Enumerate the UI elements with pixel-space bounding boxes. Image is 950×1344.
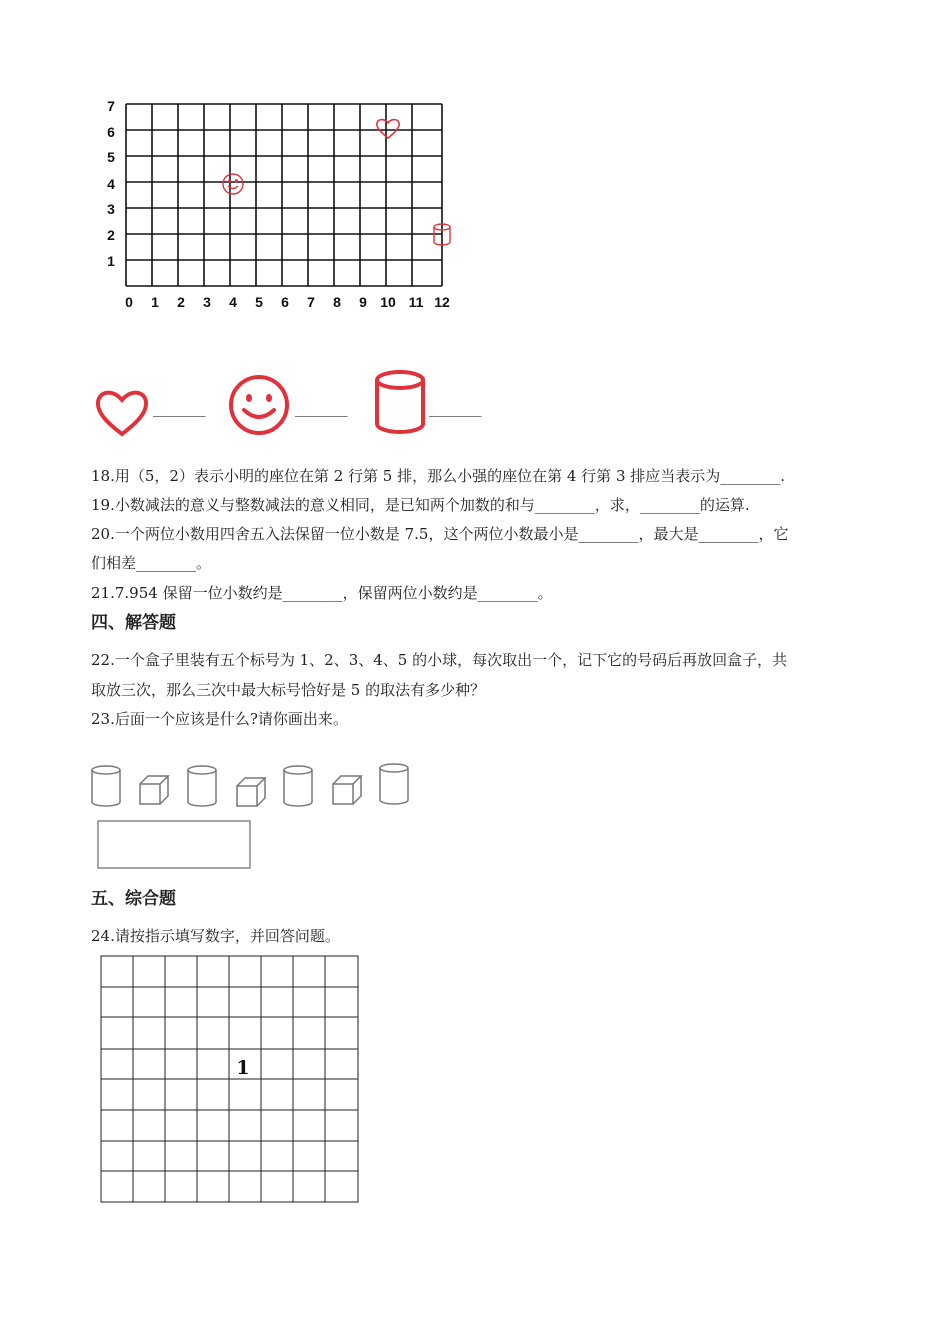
question-20-line-1: 20.一个两位小数用四舍五入法保留一位小数是 7.5，这个两位小数最小是________，最大是________，它 xyxy=(91,525,789,543)
pattern-cube-icon xyxy=(237,778,265,806)
question-20-line-2: 们相差________。 xyxy=(91,554,212,572)
x-label-12: 12 xyxy=(434,294,450,310)
question-18: 18.用（5，2）表示小明的座位在第 2 行第 5 排，那么小强的座位在第 4 行第 3 排应当表示为________. xyxy=(91,467,786,485)
x-label-2: 2 xyxy=(177,294,185,310)
answer-smiley-icon xyxy=(226,372,292,438)
x-label-3: 3 xyxy=(203,294,211,310)
question-24: 24.请按指示填写数字，并回答问题。 xyxy=(91,927,340,945)
answer-blank-1: _______ xyxy=(153,399,206,417)
question-22-line-2: 取放三次，那么三次中最大标号恰好是 5 的取法有多少种？ xyxy=(91,681,486,699)
answer-cylinder-icon xyxy=(372,368,428,436)
pattern-cylinder-icon xyxy=(92,766,120,806)
y-label-1: 1 xyxy=(107,253,115,269)
x-label-11: 11 xyxy=(408,294,424,310)
section-5-heading: 五、综合题 xyxy=(91,889,176,909)
smiley-icon xyxy=(223,174,243,194)
answer-blank-2: _______ xyxy=(295,399,348,417)
x-label-4: 4 xyxy=(229,294,237,310)
x-label-0: 0 xyxy=(125,294,133,310)
pattern-cylinder-icon xyxy=(380,764,408,804)
question-19: 19.小数减法的意义与整数减法的意义相同，是已知两个加数的和与________，求，________的运算. xyxy=(91,496,750,514)
question-23: 23.后面一个应该是什么?请你画出来。 xyxy=(91,710,348,728)
x-label-9: 9 xyxy=(359,294,367,310)
pattern-cube-icon xyxy=(333,776,361,804)
section-4-heading: 四、解答题 xyxy=(91,613,176,633)
x-label-10: 10 xyxy=(380,294,396,310)
y-label-5: 5 xyxy=(107,149,115,165)
y-label-7: 7 xyxy=(107,98,115,114)
heart-icon xyxy=(377,120,399,138)
x-label-8: 8 xyxy=(333,294,341,310)
grid-center-number: 1 xyxy=(236,1057,250,1079)
coordinate-grid-figure xyxy=(96,96,466,318)
x-label-5: 5 xyxy=(255,294,263,310)
answer-blank-3: _______ xyxy=(429,399,482,417)
y-label-2: 2 xyxy=(107,227,115,243)
drawing-answer-box[interactable] xyxy=(98,821,250,868)
shape-pattern-figure xyxy=(88,756,418,876)
x-label-7: 7 xyxy=(307,294,315,310)
x-label-1: 1 xyxy=(151,294,159,310)
y-label-4: 4 xyxy=(107,176,115,192)
question-22-line-1: 22.一个盒子里装有五个标号为 1、2、3、4、5 的小球，每次取出一个，记下它的号码后再放回盒子，共 xyxy=(91,651,788,669)
x-label-6: 6 xyxy=(281,294,289,310)
answer-heart-icon xyxy=(94,384,152,438)
number-grid xyxy=(98,953,362,1205)
y-label-3: 3 xyxy=(107,201,115,217)
pattern-cylinder-icon xyxy=(188,766,216,806)
y-label-6: 6 xyxy=(107,124,115,140)
question-21: 21.7.954 保留一位小数约是________，保留两位小数约是________。 xyxy=(91,584,553,602)
pattern-cube-icon xyxy=(140,776,168,804)
pattern-cylinder-icon xyxy=(284,766,312,806)
